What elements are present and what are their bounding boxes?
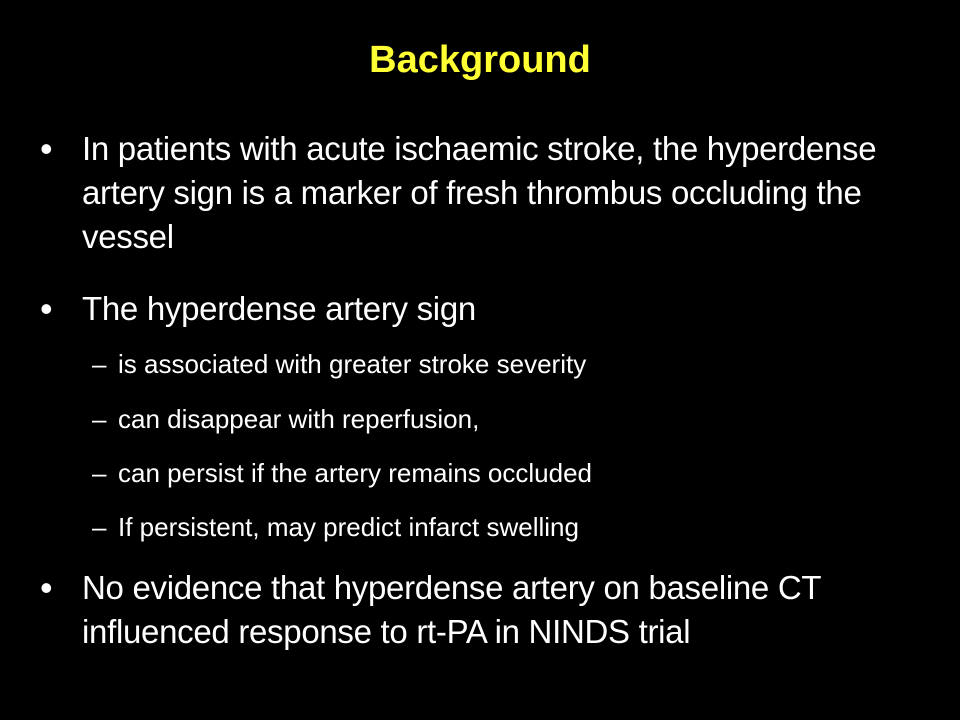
bullet-icon: • bbox=[40, 128, 53, 169]
bullet-point bbox=[0, 287, 960, 331]
sub-bullet-point bbox=[0, 347, 960, 381]
dash-icon: – bbox=[92, 349, 107, 379]
sub-bullet-text: can disappear with reperfusion, bbox=[118, 404, 480, 434]
dash-icon: – bbox=[92, 512, 107, 542]
sub-bullet-point bbox=[0, 456, 960, 490]
dash-icon: – bbox=[92, 404, 107, 434]
bullet-text: The hyperdense artery sign bbox=[82, 290, 476, 327]
sub-bullet-text: can persist if the artery remains occluded bbox=[118, 458, 592, 488]
bullet-point bbox=[0, 566, 960, 698]
bullet-text: No evidence that hyperdense artery on baseline CT influenced response to rt-PA in NINDS trial bbox=[82, 569, 821, 650]
sub-bullet-text: is associated with greater stroke severity bbox=[118, 349, 587, 379]
bullet-icon: • bbox=[40, 288, 53, 329]
sub-bullet-point bbox=[0, 402, 960, 436]
bullet-text: In patients with acute ischaemic stroke, the hyperdense artery sign is a marker of fresh thrombus occluding the vessel bbox=[82, 130, 877, 255]
sub-bullet-point bbox=[0, 510, 960, 544]
slide-title: Background bbox=[369, 39, 591, 81]
sub-bullet-text: If persistent, may predict infarct swelling bbox=[118, 512, 579, 542]
bullet-icon: • bbox=[40, 567, 53, 608]
bullet-point bbox=[0, 127, 960, 259]
dash-icon: – bbox=[92, 458, 107, 488]
